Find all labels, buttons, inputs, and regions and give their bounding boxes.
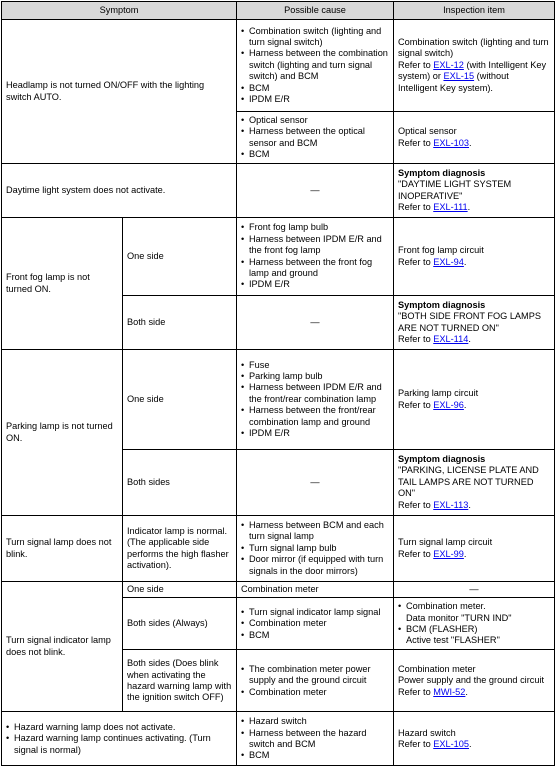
reference-link[interactable]: EXL-99: [433, 548, 464, 559]
list-item: • Fuse: [249, 360, 389, 371]
symptom-diagnosis-label: Symptom diagnosis: [398, 299, 486, 310]
diagnosis-quote: "DAYTIME LIGHT SYSTEM INOPERATIVE": [398, 179, 512, 201]
inspection-text: Power supply and the ground circuit: [398, 675, 545, 686]
cause-list: [241, 222, 389, 290]
cause-list: [241, 26, 389, 106]
inspection-cell: [394, 350, 555, 450]
inspection-cell: [394, 450, 555, 516]
header-symptom: Symptom: [2, 2, 237, 20]
refer-text: .: [467, 201, 471, 212]
inspection-cell: [394, 712, 555, 766]
symptom-cell: Headlamp is not turned ON/OFF with the lighting switch AUTO.: [2, 20, 237, 164]
list-item: • Hazard warning lamp continues activating. (Turn signal is normal): [14, 733, 232, 756]
symptom-cell: Turn signal indicator lamp does not blink.: [2, 582, 123, 712]
header-possible-cause: Possible cause: [237, 2, 394, 20]
list-item: • Parking lamp bulb: [249, 371, 389, 382]
list-item: • Harness between BCM and each turn signal lamp: [249, 520, 389, 543]
reference-link[interactable]: EXL-96: [433, 399, 464, 410]
reference-link[interactable]: EXL-105: [433, 738, 469, 749]
inspection-text: • BCM (FLASHER): [406, 623, 478, 634]
list-item: • Harness between IPDM E/R and the front/rear combination lamp: [249, 382, 389, 405]
cause-cell: [237, 516, 394, 582]
refer-text: Refer to: [398, 399, 434, 410]
sub-condition-cell: Both sides (Always): [123, 598, 237, 650]
refer-text: Refer to: [398, 201, 434, 212]
reference-link[interactable]: EXL-103: [433, 137, 469, 148]
inspection-text: Parking lamp circuit: [398, 388, 479, 399]
list-item: • Turn signal lamp bulb: [249, 543, 389, 554]
inspection-text: Combination switch (lighting and turn signal switch): [398, 36, 549, 59]
symptom-diagnosis-label: Symptom diagnosis: [398, 453, 486, 464]
refer-text: Refer to: [398, 256, 434, 267]
reference-link[interactable]: EXL-94: [433, 256, 464, 267]
list-item: • Front fog lamp bulb: [249, 222, 389, 233]
list-item: [406, 624, 550, 647]
list-item: • Combination meter: [249, 687, 389, 698]
list-item: • BCM: [249, 83, 389, 94]
list-item: • Hazard switch: [249, 716, 389, 727]
table-row: [2, 582, 555, 598]
refer-text: .: [468, 333, 471, 344]
cause-cell: [237, 20, 394, 112]
reference-link[interactable]: EXL-12: [433, 59, 464, 70]
sub-condition-cell: One side: [123, 582, 237, 598]
list-item: • IPDM E/R: [249, 428, 389, 439]
inspection-text: Hazard switch: [398, 727, 456, 738]
diagnosis-quote: "BOTH SIDE FRONT FOG LAMPS ARE NOT TURNED ON": [398, 311, 541, 333]
reference-link[interactable]: EXL-113: [433, 499, 469, 510]
cause-cell: [237, 598, 394, 650]
list-item: • Harness between the front/rear combination lamp and ground: [249, 405, 389, 428]
header-inspection-item: Inspection item: [394, 2, 555, 20]
list-item: • The combination meter power supply and the ground circuit: [249, 664, 389, 687]
reference-link[interactable]: EXL-15: [443, 71, 475, 82]
inspection-cell: [394, 164, 555, 218]
cause-list: [241, 115, 389, 161]
list-item: • Harness between the front fog lamp and ground: [249, 257, 389, 280]
table-row: [2, 164, 555, 218]
refer-text: .: [463, 548, 467, 559]
inspection-text: Turn signal lamp circuit: [398, 537, 493, 548]
inspection-text: Front fog lamp circuit: [398, 245, 484, 256]
list-item: • BCM: [249, 750, 389, 761]
inspection-cell: [394, 112, 555, 164]
list-item: • Combination switch (lighting and turn signal switch): [249, 26, 389, 49]
list-item: • BCM: [249, 149, 389, 160]
cause-cell: —: [237, 450, 394, 516]
reference-link[interactable]: EXL-114: [433, 333, 469, 344]
list-item: • Door mirror (if equipped with turn signals in the door mirrors): [249, 554, 389, 577]
list-item: • Hazard warning lamp does not activate.: [14, 722, 232, 733]
refer-text: Refer to: [398, 59, 434, 70]
inspection-cell: [394, 296, 555, 350]
table-row: [2, 20, 555, 112]
table-row: [2, 712, 555, 766]
symptom-cell: Front fog lamp is not turned ON.: [2, 218, 123, 350]
symptom-diagnosis-label: Symptom diagnosis: [398, 167, 486, 178]
cause-list: [241, 716, 389, 762]
reference-link[interactable]: MWI-52: [433, 686, 466, 697]
refer-text: .: [463, 399, 467, 410]
list-item: • Harness between the combination switch (lighting and turn signal switch) and BCM: [249, 48, 389, 82]
symptom-list: [6, 722, 232, 756]
list-item: • Optical sensor: [249, 115, 389, 126]
sub-condition-cell: One side: [123, 218, 237, 296]
inspection-text: • Combination meter.: [406, 601, 486, 612]
sub-condition-cell: Both sides (Does blink when activating the hazard warning lamp with the ignition switch OFF): [123, 650, 237, 712]
refer-text: .: [465, 686, 468, 697]
reference-link[interactable]: EXL-111: [433, 201, 468, 212]
sub-condition-cell: One side: [123, 350, 237, 450]
cause-cell: [237, 112, 394, 164]
cause-list: [241, 520, 389, 577]
cause-cell: —: [237, 296, 394, 350]
refer-text: .: [468, 499, 471, 510]
cause-cell: Combination meter: [237, 582, 394, 598]
diagnosis-quote: "PARKING, LICENSE PLATE AND TAIL LAMPS ARE NOT TURNED ON": [398, 465, 539, 499]
refer-text: .: [469, 738, 472, 749]
refer-text: Refer to: [398, 333, 434, 344]
list-item: • Combination meter: [249, 618, 389, 629]
cause-cell: [237, 650, 394, 712]
symptom-cell: [2, 712, 237, 766]
refer-text: Refer to: [398, 137, 434, 148]
list-item: • Turn signal indicator lamp signal: [249, 607, 389, 618]
cause-cell: [237, 218, 394, 296]
cause-list: [241, 664, 389, 698]
refer-text: (with Intelligent Key system) or: [398, 59, 547, 82]
inspection-text: Data monitor "TURN IND": [406, 612, 512, 623]
sub-condition-cell: Both side: [123, 296, 237, 350]
inspection-cell: [394, 650, 555, 712]
symptom-cell: Turn signal lamp does not blink.: [2, 516, 123, 582]
list-item: • BCM: [249, 630, 389, 641]
refer-text: (without Intelligent Key system).: [398, 71, 509, 93]
inspection-text: Optical sensor: [398, 126, 457, 137]
sub-condition-cell: Both sides: [123, 450, 237, 516]
cause-cell: —: [237, 164, 394, 218]
inspection-text: Combination meter: [398, 663, 476, 674]
symptom-cell: Daytime light system does not activate.: [2, 164, 237, 218]
inspection-cell: [394, 20, 555, 112]
cause-cell: [237, 350, 394, 450]
symptom-cell: Parking lamp is not turned ON.: [2, 350, 123, 516]
table-row: [2, 516, 555, 582]
list-item: • IPDM E/R: [249, 279, 389, 290]
table-row: [2, 218, 555, 296]
list-item: • Harness between the hazard switch and BCM: [249, 728, 389, 751]
sub-condition-cell: Indicator lamp is normal. (The applicable side performs the high flasher activation).: [123, 516, 237, 582]
inspection-cell: [394, 218, 555, 296]
list-item: [406, 601, 550, 624]
header-row: [2, 2, 555, 20]
list-item: • Harness between IPDM E/R and the front fog lamp: [249, 234, 389, 257]
cause-cell: [237, 712, 394, 766]
refer-text: Refer to: [398, 499, 434, 510]
cause-list: [241, 360, 389, 440]
inspection-cell: —: [394, 582, 555, 598]
refer-text: Refer to: [398, 548, 434, 559]
refer-text: Refer to: [398, 738, 434, 749]
inspection-list: [398, 601, 550, 647]
refer-text: .: [463, 256, 467, 267]
refer-text: Refer to: [398, 686, 434, 697]
refer-text: .: [469, 137, 472, 148]
list-item: • IPDM E/R: [249, 94, 389, 105]
diagnosis-table: [1, 1, 555, 766]
inspection-cell: [394, 516, 555, 582]
list-item: • Harness between the optical sensor and BCM: [249, 126, 389, 149]
inspection-text: Active test "FLASHER": [406, 635, 500, 646]
cause-list: [241, 607, 389, 641]
table-row: [2, 350, 555, 450]
inspection-cell: [394, 598, 555, 650]
